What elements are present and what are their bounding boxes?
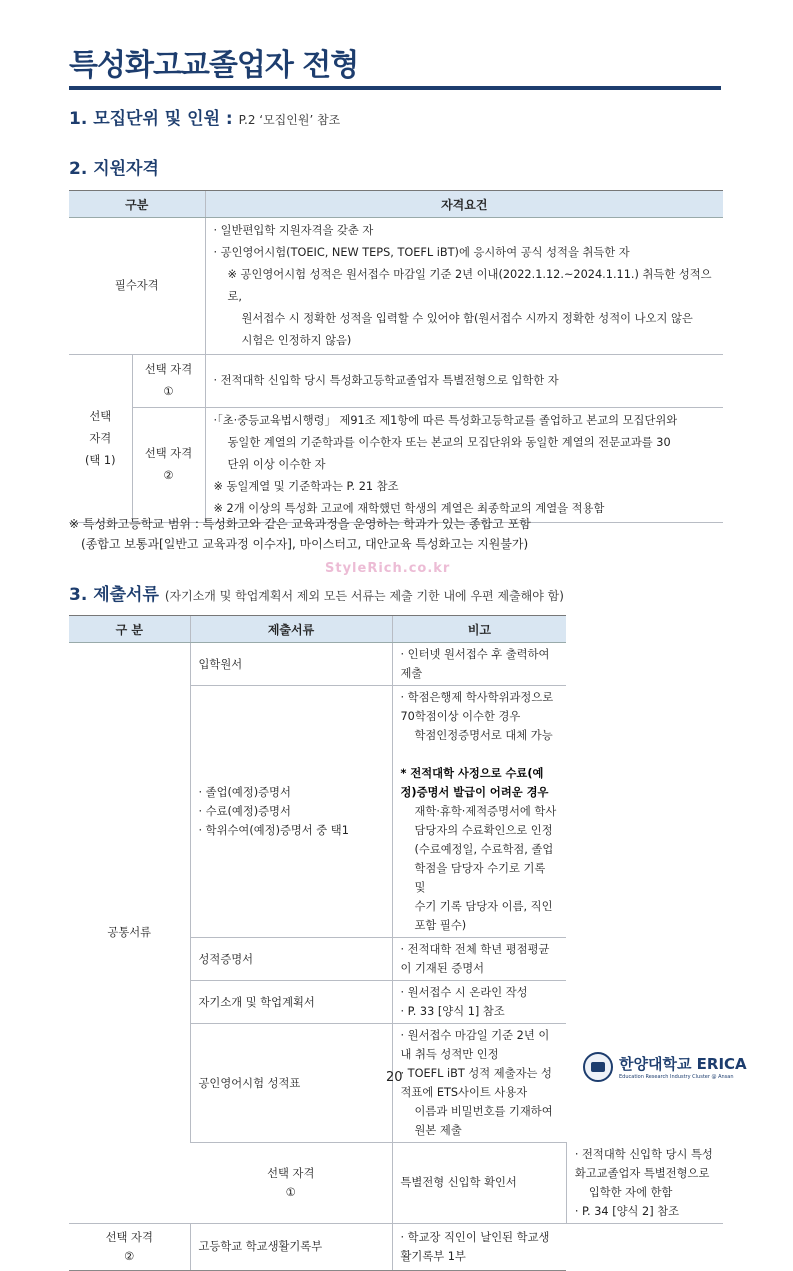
optional-label <box>69 355 132 523</box>
optional-1-label <box>132 355 205 408</box>
table-row-optional-1 <box>69 355 723 408</box>
optional-2-label-line: ② <box>163 469 174 482</box>
note-confirmation <box>566 1143 723 1224</box>
optional-2-label-line: 선택 자격 <box>144 447 193 460</box>
table-header-row <box>69 616 723 643</box>
note-application: · 인터넷 원서접수 후 출력하여 제출 <box>392 643 566 686</box>
note-line: 입학한 자에 한함 <box>588 1185 673 1199</box>
doc-english: 공인영어시험 성적표 <box>190 1024 392 1143</box>
logo-subtitle: Education Research Industry Cluster @ Ansan <box>619 1074 734 1080</box>
remark-line: ※ 특성화고등학교 범위 : 특성화고와 같은 교육과정을 운영하는 학과가 있는 종합고 포함 <box>69 517 531 531</box>
optional-1-condition: · 전적대학 신입학 당시 특성화고등학교졸업자 특별전형으로 입학한 자 <box>205 355 723 408</box>
required-label: 필수자격 <box>69 218 205 355</box>
required-note: 원서접수 시 정확한 성적을 입력할 수 있어야 함(원서접수 시까지 정확한 성적이 나오지 않은 <box>241 312 693 325</box>
note-line: 재학·휴학·제적증명서에 학사담당자의 수료확인으로 인정 <box>414 805 557 837</box>
doc-confirmation: 특별전형 신입학 확인서 <box>392 1143 566 1224</box>
header-documents: 제출서류 <box>190 616 392 643</box>
watermark: StyleRich.co.kr <box>325 561 451 576</box>
logo-name: 한양대학교 ERICA <box>619 1055 747 1073</box>
label-line: ② <box>124 1249 135 1263</box>
doc-line: · 학위수여(예정)증명서 중 택1 <box>198 824 349 837</box>
optional-2-label <box>132 408 205 523</box>
optional-2-line: ·「초·중등교육법시행령」 제91조 제1항에 따른 특성화고등학교를 졸업하고 본교의 모집단위와 <box>213 414 678 427</box>
note-school-record: · 학교장 직인이 날인된 학교생활기록부 1부 <box>392 1223 566 1270</box>
note-line: · 학점은행제 학사학위과정으로 70학점이상 이수한 경우 <box>400 691 554 723</box>
section-2-heading: 2. 지원자격 <box>69 159 159 179</box>
opt1-docs-label <box>190 1143 392 1224</box>
title-rule <box>69 86 721 90</box>
optional-2-note: ※ 동일계열 및 기준학과는 P. 21 참조 <box>213 480 399 493</box>
header-category: 구분 <box>69 191 205 218</box>
note-line: 수기 기록 담당자 이름, 직인 포함 필수) <box>414 900 553 932</box>
header-category: 구 분 <box>69 616 190 643</box>
page-number: 20 <box>386 1070 403 1085</box>
table-row <box>69 1223 723 1270</box>
note-essay <box>392 981 566 1024</box>
section-1-heading <box>69 104 340 129</box>
note-line: · TOEFL iBT 성적 제출자는 성적표에 ETS사이트 사용자 <box>400 1067 552 1099</box>
required-line: · 공인영어시험(TOEIC, NEW TEPS, TOEFL iBT)에 응시하여 공식 성적을 취득한 자 <box>213 246 630 259</box>
section-1-note: P.2 ‘모집인원’ 참조 <box>238 113 341 127</box>
label-line: 선택 자격 <box>267 1166 315 1180</box>
table-header-row <box>69 191 723 218</box>
doc-line: · 수료(예정)증명서 <box>198 805 291 818</box>
doc-graduation <box>190 686 392 938</box>
eligibility-table <box>69 190 723 523</box>
remark-line: (종합고 보통과[일반고 교육과정 이수자], 마이스터고, 대안교육 특성화고는 지원불가) <box>81 537 529 551</box>
header-remarks: 비고 <box>392 616 566 643</box>
page-title: 특성화고교졸업자 전형 <box>69 48 359 83</box>
optional-label-line: (택 1) <box>84 453 116 467</box>
note-spacer <box>401 745 559 764</box>
note-line: · 전적대학 신입학 당시 특성화고교졸업자 특별전형으로 <box>574 1147 713 1180</box>
documents-table <box>69 615 723 1271</box>
header-requirements: 자격요건 <box>205 191 723 218</box>
note-transcript: · 전적대학 전체 학년 평점평균이 기재된 증명서 <box>392 938 566 981</box>
doc-application: 입학원서 <box>190 643 392 686</box>
required-conditions <box>205 218 723 355</box>
required-line: · 일반편입학 지원자격을 갖춘 자 <box>213 224 374 237</box>
doc-school-record: 고등학교 학교생활기록부 <box>190 1223 392 1270</box>
note-line: 학점인정증명서로 대체 가능 <box>414 729 553 742</box>
optional-label-line: 선택 <box>89 409 112 423</box>
common-docs-label: 공통서류 <box>69 643 190 1224</box>
label-line: ① <box>285 1185 296 1199</box>
note-english <box>392 1024 566 1143</box>
table-row-optional-2 <box>69 408 723 523</box>
eligibility-remark <box>69 514 531 554</box>
label-line: 선택 자격 <box>105 1230 153 1244</box>
required-note: 시험은 인정하지 않음) <box>241 334 352 347</box>
note-line: · 원서접수 마감일 기준 2년 이내 취득 성적만 인정 <box>400 1029 550 1061</box>
note-line: · P. 34 [양식 2] 참조 <box>574 1204 680 1218</box>
note-line: · P. 33 [양식 1] 참조 <box>400 1005 505 1018</box>
note-graduation <box>392 686 566 938</box>
section-3-heading <box>69 580 564 605</box>
optional-label-line: 자격 <box>89 431 112 445</box>
optional-1-label-line: ① <box>163 385 174 398</box>
doc-line: · 졸업(예정)증명서 <box>198 786 291 799</box>
optional-2-line: 동일한 계열의 기준학과를 이수한자 또는 본교의 모집단위와 동일한 계열의 전문교과를 30 <box>227 436 671 449</box>
required-note: ※ 공인영어시험 성적은 원서접수 마감일 기준 2년 이내(2022.1.12.~2024.1.11.) 취득한 성적으로, <box>227 268 712 303</box>
optional-1-label-line: 선택 자격 <box>144 363 193 376</box>
note-emphasis: * 전적대학 사정으로 수료(예정)증명서 발급이 어려운 경우 <box>400 767 549 799</box>
optional-2-note: ※ 2개 이상의 특성화 고교에 재학했던 학생의 계열은 최종학교의 계열을 적용함 <box>213 502 605 515</box>
note-line: 이름과 비밀번호를 기재하여 원본 제출 <box>414 1105 553 1137</box>
section-1-title: 1. 모집단위 및 인원 : <box>69 109 233 129</box>
optional-2-condition <box>205 408 723 523</box>
doc-essay: 자기소개 및 학업계획서 <box>190 981 392 1024</box>
seal-icon <box>583 1052 613 1082</box>
doc-transcript: 성적증명서 <box>190 938 392 981</box>
optional-2-line: 단위 이상 이수한 자 <box>227 458 326 471</box>
table-row-required <box>69 218 723 355</box>
opt2-docs-label <box>69 1223 190 1270</box>
note-line: (수료예정일, 수료학점, 졸업학점을 담당자 수기로 기록 및 <box>414 843 554 894</box>
section-3-note: (자기소개 및 학업계획서 제외 모든 서류는 제출 기한 내에 우편 제출해야 함) <box>164 589 564 603</box>
university-logo <box>583 1052 747 1084</box>
section-3-title: 3. 제출서류 <box>69 585 159 605</box>
note-line: · 원서접수 시 온라인 작성 <box>400 986 528 999</box>
table-row <box>69 643 723 686</box>
